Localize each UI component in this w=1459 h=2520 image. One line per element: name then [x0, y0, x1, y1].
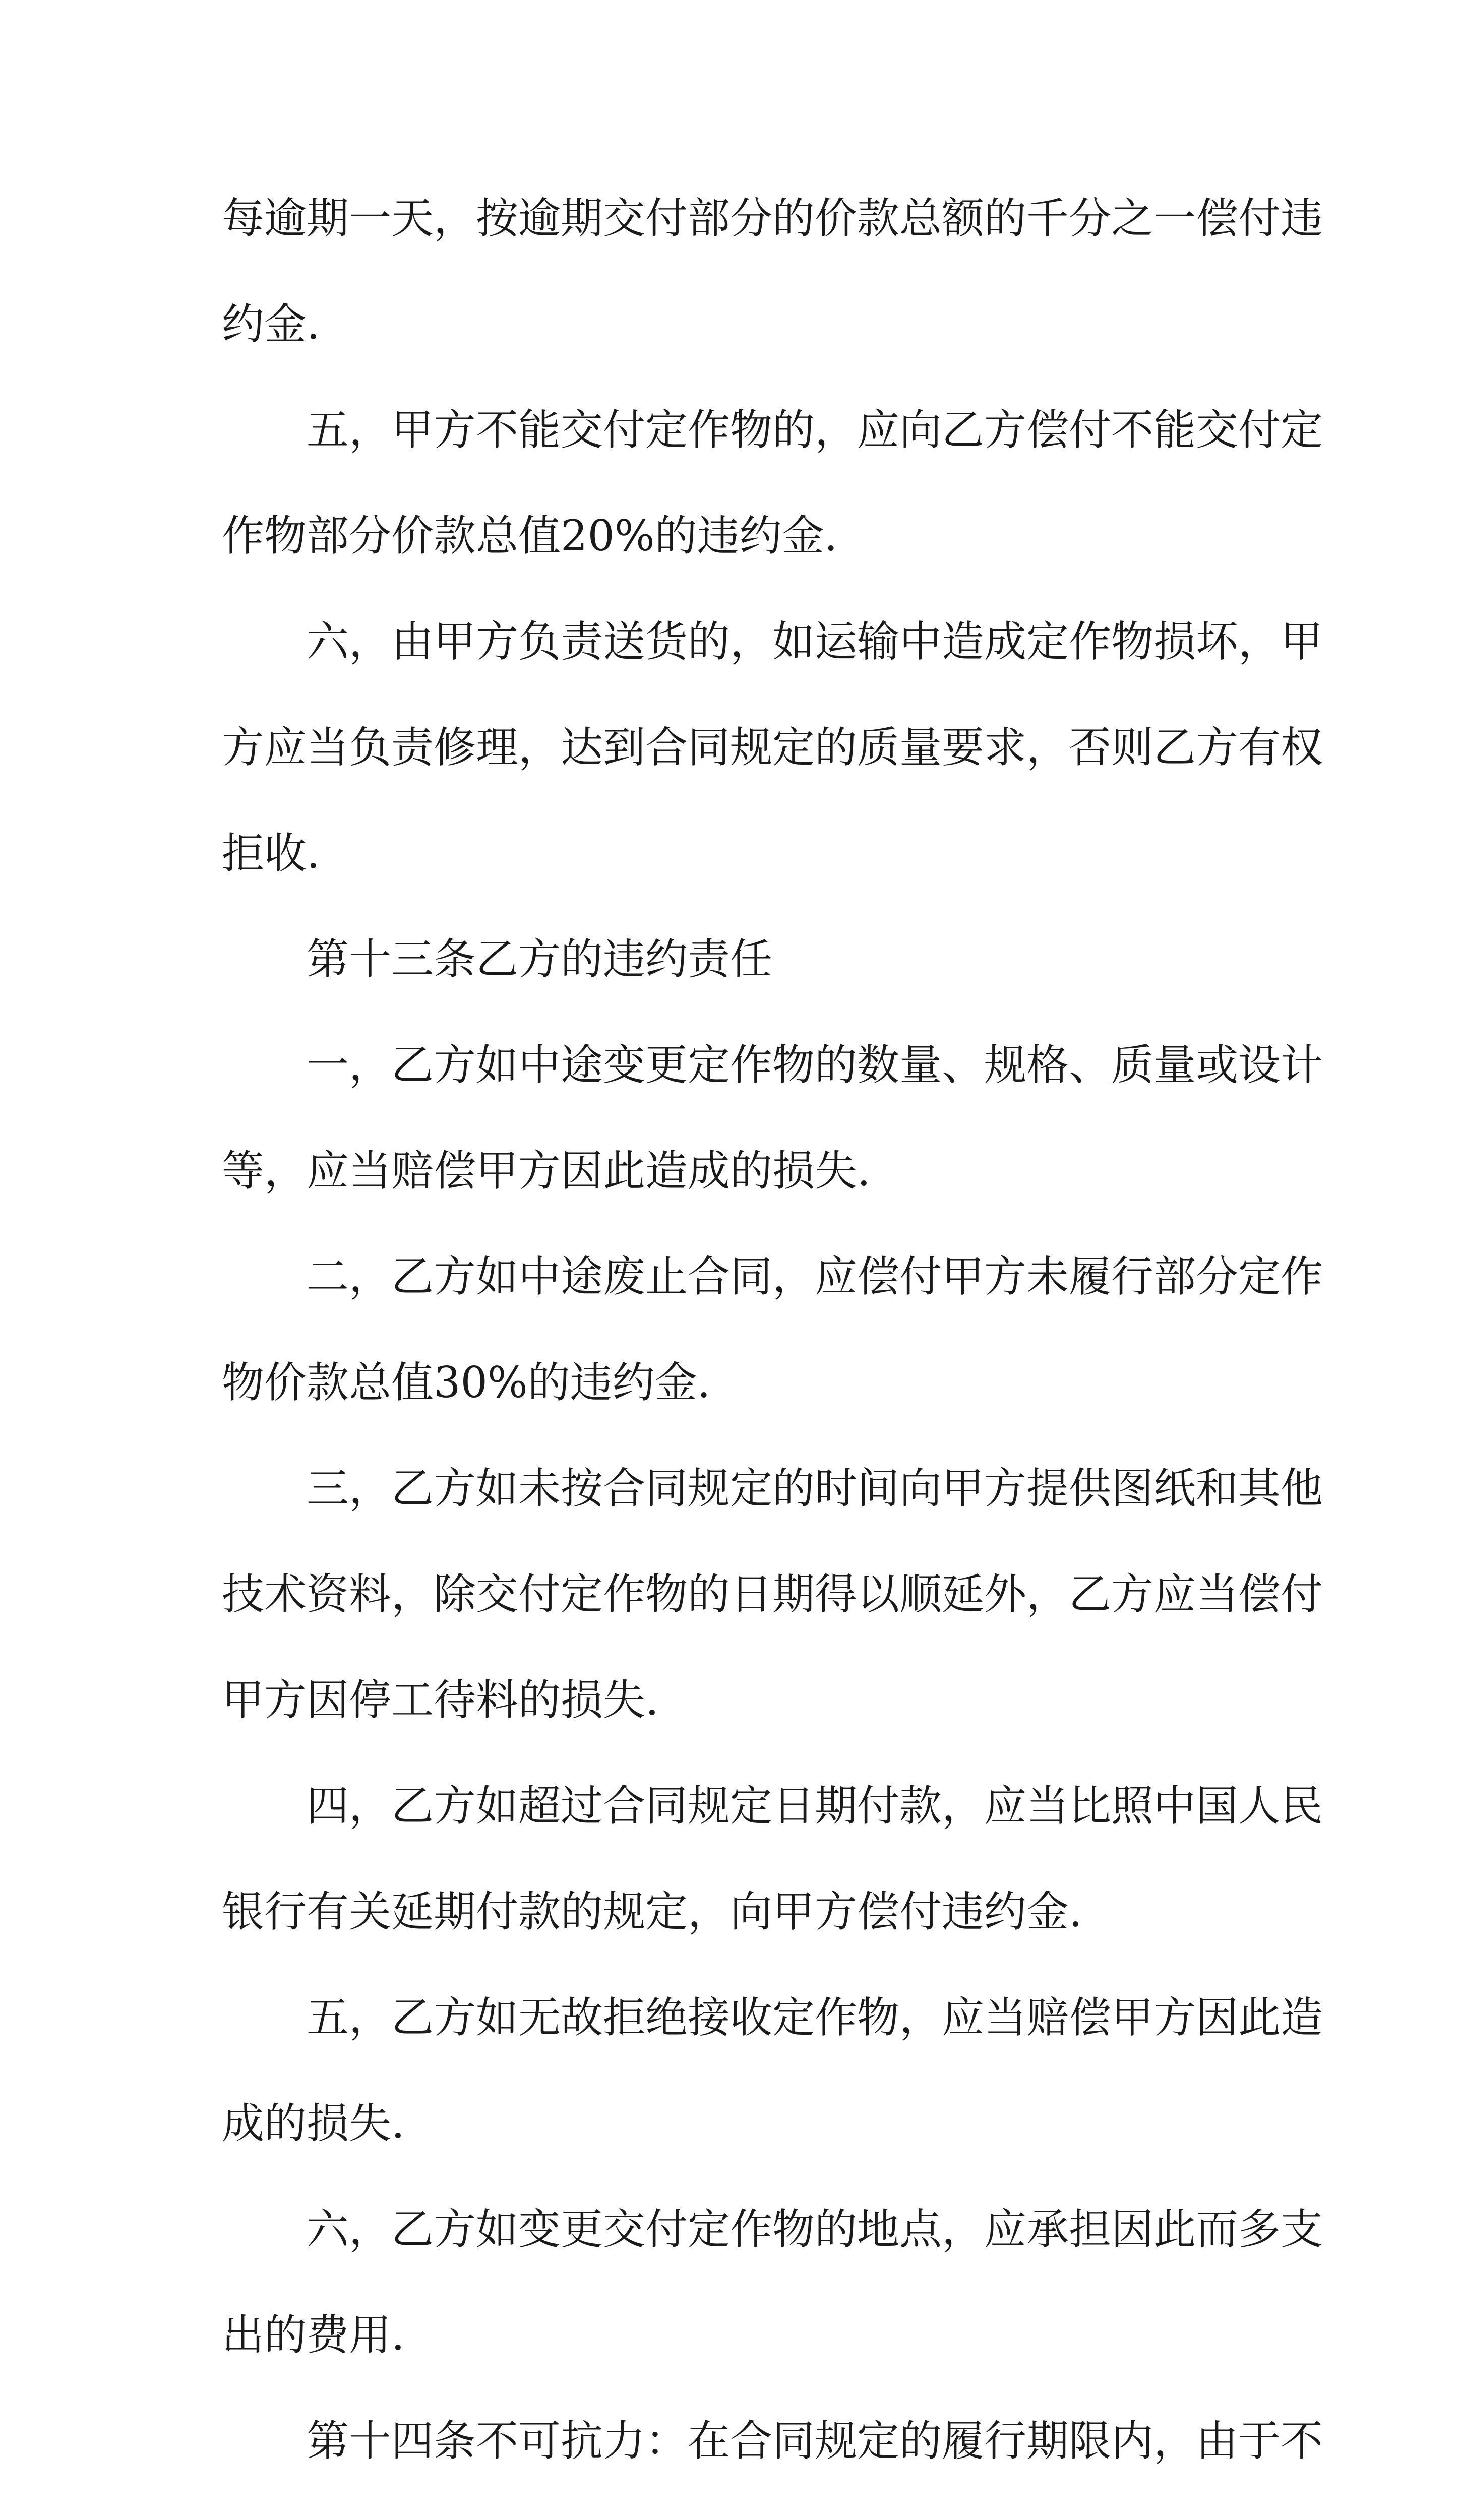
text-line-3: 五，甲方不能交付定作物的，应向乙方偿付不能交付定: [307, 405, 1323, 455]
text-line-19: 成的损失.: [222, 2099, 405, 2148]
text-line-6: 方应当负责修理，达到合同规定的质量要求，否则乙方有权: [222, 723, 1323, 772]
text-line-11: 二，乙方如中途废止合同，应偿付甲方未履行部分定作: [307, 1252, 1323, 1301]
text-line-9: 一，乙方如中途变更定作物的数量、规格、质量或设计: [307, 1040, 1323, 1090]
text-line-16: 四，乙方如超过合同规定日期付款，应当比照中国人民: [307, 1781, 1323, 1831]
text-line-15: 甲方因停工待料的损失.: [222, 1675, 659, 1725]
text-line-2: 约金.: [222, 299, 320, 349]
text-line-13: 三，乙方如未按合同规定的时间向甲方提供图纸和其他: [307, 1464, 1323, 1513]
text-line-4: 作物部分价款总值20%的违约金.: [222, 511, 838, 560]
text-line-18: 五，乙方如无故拒绝接收定作物，应当赔偿甲方因此造: [307, 1993, 1323, 2042]
text-line-17: 银行有关延期付款的规定，向甲方偿付违约金.: [222, 1887, 1082, 1936]
text-line-14: 技术资料，除交付定作物的日期得以顺延外，乙方应当偿付: [222, 1569, 1323, 1619]
text-line-7: 拒收.: [222, 829, 320, 878]
text-line-5: 六，由甲方负责送货的，如运输中造成定作物损坏，甲: [307, 617, 1323, 666]
section-heading-14: 第十四条不可抗力：在合同规定的履行期限内，由于不: [307, 2416, 1323, 2466]
text-line-21: 出的费用.: [222, 2310, 405, 2360]
text-line-1: 每逾期一天，按逾期交付部分的价款总额的千分之一偿付违: [222, 194, 1323, 243]
document-body: [222, 191, 1323, 2520]
text-line-10: 等，应当赔偿甲方因此造成的损失.: [222, 1146, 871, 1195]
text-line-12: 物价款总值30%的违约金.: [222, 1358, 711, 1407]
text-line-20: 六，乙方如变更交付定作物的地点，应承担因此而多支: [307, 2204, 1323, 2254]
text-line-23: [222, 2519, 1250, 2520]
section-heading-13: 第十三条乙方的违约责任: [307, 934, 773, 984]
